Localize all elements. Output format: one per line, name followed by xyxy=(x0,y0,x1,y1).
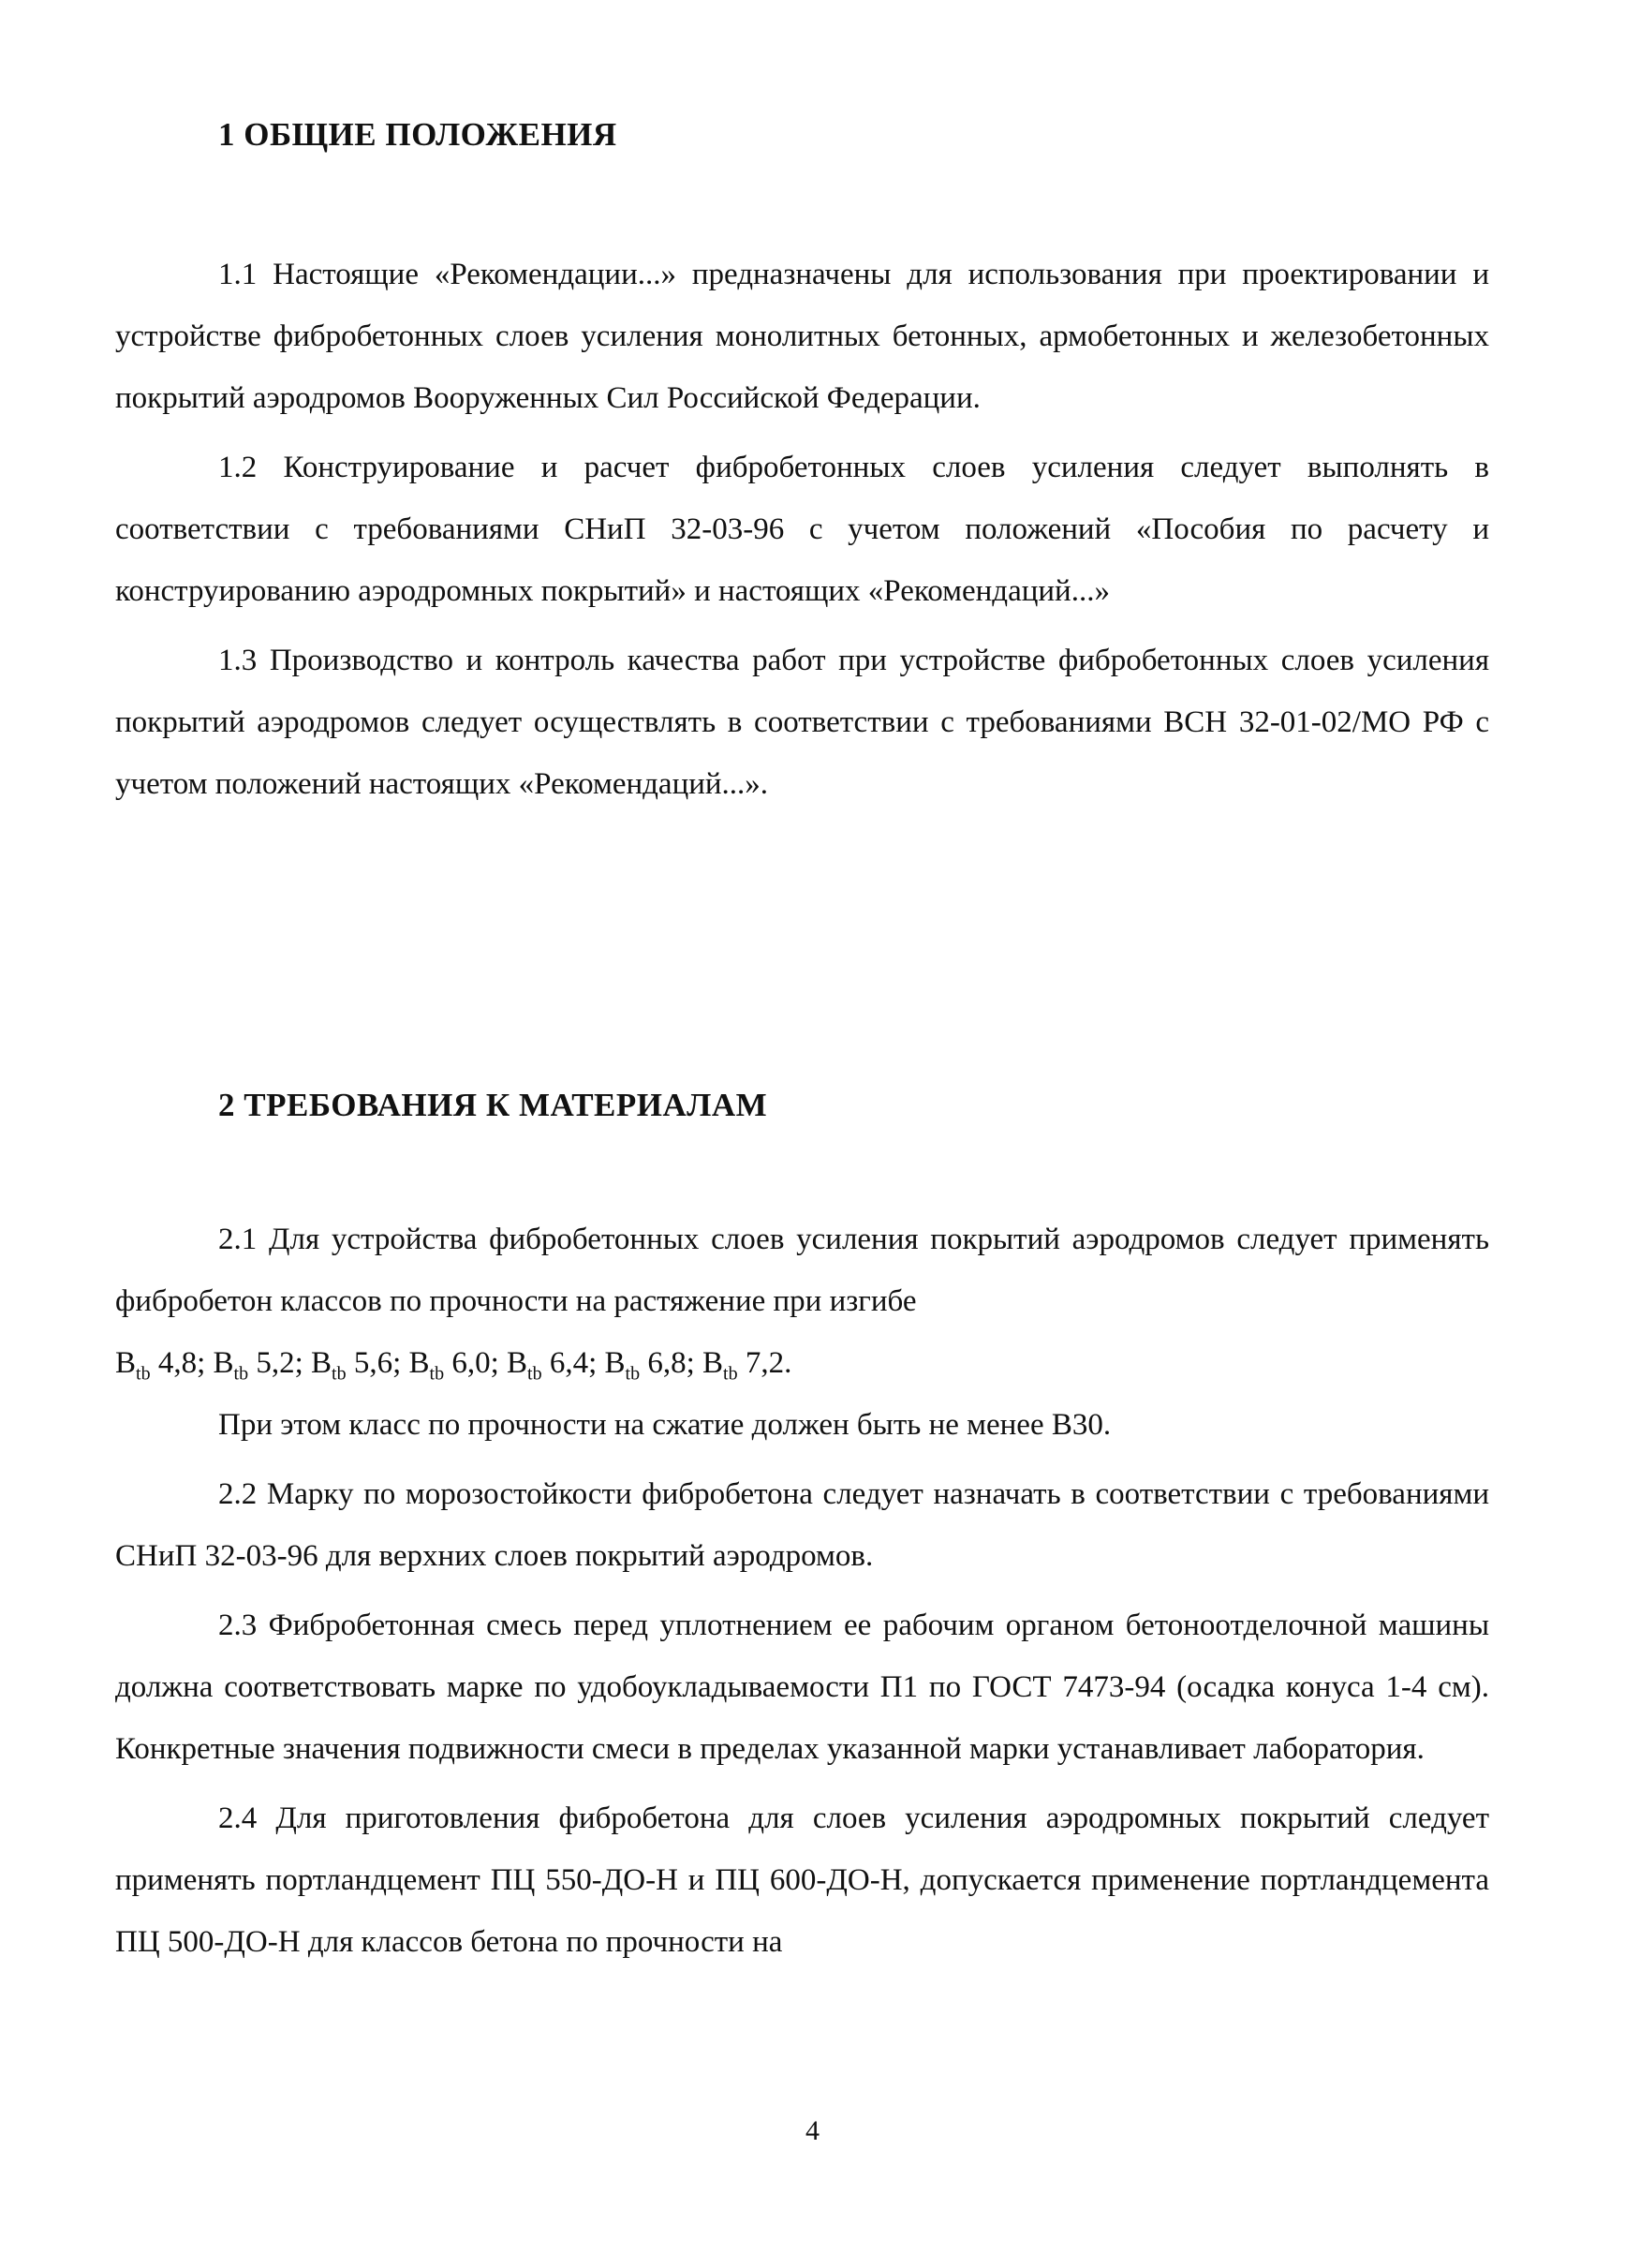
section-1-body xyxy=(115,244,1489,815)
paragraph-2-3: 2.3 Фибробетонная смесь перед уплотнением ее рабочим органом бетоноотделочной машины должна соответствовать марке по удобоукладываемости П1 по ГОСТ 7473-94 (осадка конуса 1-4 см). Конкретные значения подвижности смеси в пределах указанной марки устанавливает лаборатория. xyxy=(115,1608,1489,1766)
paragraph-1-1: 1.1 Настоящие «Рекомендации...» предназначены для использования при проектировании и устройстве фибробетонных слоев усиления монолитных бетонных, армобетонных и железобетонных покрытий аэродромов Вооруженных Сил Российской Федерации. xyxy=(115,258,1489,415)
paragraph-2-4: 2.4 Для приготовления фибробетона для слоев усиления аэродромных покрытий следует применять портландцемент ПЦ 550-ДО-Н и ПЦ 600-ДО-Н, допускается применение портландцемента ПЦ 500-ДО-Н для классов бетона по прочности на xyxy=(115,1801,1489,1959)
paragraph-2-2: 2.2 Марку по морозостойкости фибробетона следует назначать в соответствии с требованиями СНиП 32-03-96 для верхних слоев покрытий аэродромов. xyxy=(115,1477,1489,1573)
class-item: $B_{tb}$ 4,8; xyxy=(115,1346,206,1385)
page-number: 4 xyxy=(805,2115,820,2146)
class-item: $B_{tb}$ 7,2. xyxy=(702,1346,792,1385)
class-item: $B_{tb}$ 6,0; xyxy=(408,1346,499,1385)
concrete-class-list xyxy=(115,1332,1489,1394)
class-item: $B_{tb}$ 6,4; xyxy=(507,1346,598,1385)
class-item: $B_{tb}$ 5,2; xyxy=(213,1346,303,1385)
paragraph-2-1: 2.1 Для устройства фибробетонных слоев усиления покрытий аэродромов следует применять фибробетон классов по прочности на растяжение при изгибе xyxy=(115,1223,1489,1318)
section-2-body xyxy=(115,1208,1489,1973)
section-1-heading: 1 ОБЩИЕ ПОЛОЖЕНИЯ xyxy=(218,116,617,153)
class-item: $B_{tb}$ 6,8; xyxy=(604,1346,695,1385)
paragraph-1-2: 1.2 Конструирование и расчет фибробетонных слоев усиления следует выполнять в соответствии с требованиями СНиП 32-03-96 с учетом положений «Пособия по расчету и конструированию аэродромных покрытий» и настоящих «Рекомендаций...» xyxy=(115,451,1489,608)
section-2-heading: 2 ТРЕБОВАНИЯ К МАТЕРИАЛАМ xyxy=(218,1087,768,1123)
paragraph-1-3: 1.3 Производство и контроль качества работ при устройстве фибробетонных слоев усиления покрытий аэродромов следует осуществлять в соответствии с требованиями ВСН 32-01-02/МО РФ с учетом положений настоящих «Рекомендаций...». xyxy=(115,644,1489,801)
class-item: $B_{tb}$ 5,6; xyxy=(311,1346,402,1385)
paragraph-2-1-note: При этом класс по прочности на сжатие должен быть не менее В30. xyxy=(218,1408,1112,1442)
